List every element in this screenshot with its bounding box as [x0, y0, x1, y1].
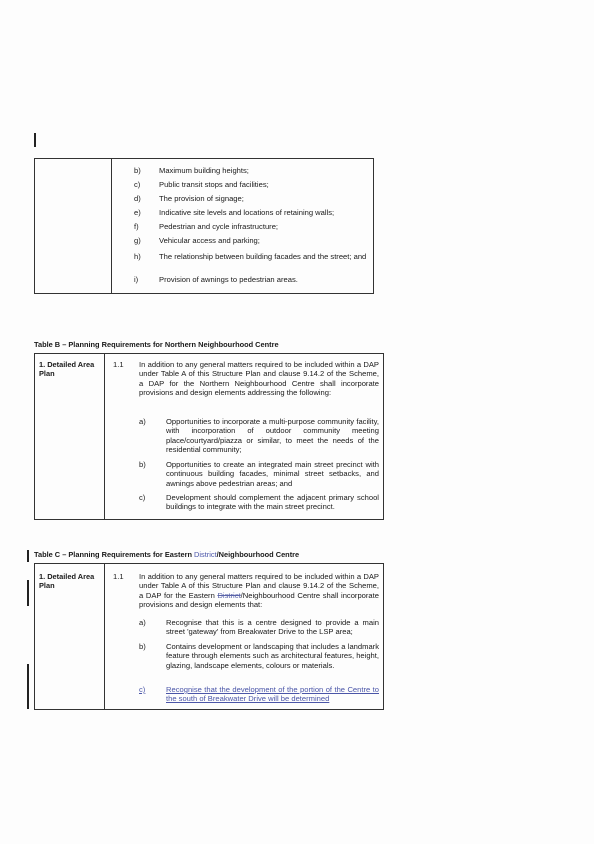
list-item-label: a): [139, 618, 146, 627]
list-item: Indicative site levels and locations of retaining walls;: [159, 208, 335, 217]
list-item: The relationship between building facades and the street; and: [159, 252, 367, 261]
list-item: Recognise that this is a centre designed to provide a main street 'gateway' from Breakwater Drive to the LSP area;: [166, 618, 379, 637]
list-item-label: i): [134, 275, 139, 284]
title-text: Table C – Planning Requirements for Eastern: [34, 550, 195, 559]
list-item: Pedestrian and cycle infrastructure;: [159, 222, 279, 231]
row-label: 1. Detailed Area Plan: [39, 360, 95, 379]
list-item: Public transit stops and facilities;: [159, 180, 269, 189]
list-item: The provision of signage;: [159, 194, 244, 203]
list-item-label: b): [139, 460, 146, 469]
clause-number: 1.1: [113, 572, 124, 581]
revision-bar: [27, 664, 29, 709]
list-item: Vehicular access and parking;: [159, 236, 260, 245]
revision-bar: [27, 580, 29, 606]
list-item-label: e): [134, 208, 141, 217]
list-item-label: a): [139, 417, 146, 426]
table-b: [34, 353, 384, 520]
intro-text: /Neighbourhood Centre shall incorporate provisions and design elements that:: [139, 590, 379, 609]
list-item-label: b): [139, 642, 146, 651]
list-item-label: h): [134, 252, 141, 261]
intro-text: In addition to any general matters required to be included within a DAP under Table A of this Structure Plan and clause 9.14.2 of the Scheme, a DAP for the Eastern: [139, 572, 379, 600]
list-item-label: c): [139, 685, 146, 694]
list-item: Recognise that the development of the portion of the Centre to the south of Breakwater Drive will be determined: [166, 685, 379, 704]
clause-intro: [139, 572, 379, 609]
list-item-label: c): [134, 180, 141, 189]
inserted-text: District: [194, 550, 217, 559]
list-item: Contains development or landscaping that includes a landmark feature through elements such as architectural features, height, glazing, landscape elements, colours or materials.: [166, 642, 379, 670]
list-item: Provision of awnings to pedestrian areas.: [159, 275, 298, 284]
list-item: Maximum building heights;: [159, 166, 249, 175]
list-item: Opportunities to incorporate a multi-purpose community facility, with incorporation of outdoor community meeting place/courtyard/piazza or similar, to meet the needs of the residential community;: [166, 417, 379, 454]
list-item-label: g): [134, 236, 141, 245]
table-b-title: Table B – Planning Requirements for Northern Neighbourhood Centre: [34, 340, 279, 349]
list-item-label: c): [139, 493, 146, 502]
list-item: Opportunities to create an integrated main street precinct with continuous building facades, minimal street setbacks, and awnings above pedestrian areas; and: [166, 460, 379, 488]
title-text: /Neighbourhood Centre: [216, 550, 300, 559]
list-item-label: b): [134, 166, 141, 175]
list-item: Development should complement the adjacent primary school buildings to integrate with the main street precinct.: [166, 493, 379, 512]
clause-number: 1.1: [113, 360, 124, 369]
deleted-text: District: [217, 590, 241, 600]
clause-intro: In addition to any general matters required to be included within a DAP under Table A of this Structure Plan and clause 9.14.2 of the Scheme, a DAP for the Northern Neighbourhood Centre shall incorporate provisions and design elements addressing the following:: [139, 360, 379, 397]
list-item-label: d): [134, 194, 141, 203]
revision-bar: [27, 550, 29, 562]
row-label: 1. Detailed Area Plan: [39, 572, 95, 591]
table-c-title: [34, 550, 299, 559]
table-c: [34, 563, 384, 710]
list-item-label: f): [134, 222, 139, 231]
table-a-continued: [34, 158, 374, 294]
revision-bar: [34, 133, 36, 147]
